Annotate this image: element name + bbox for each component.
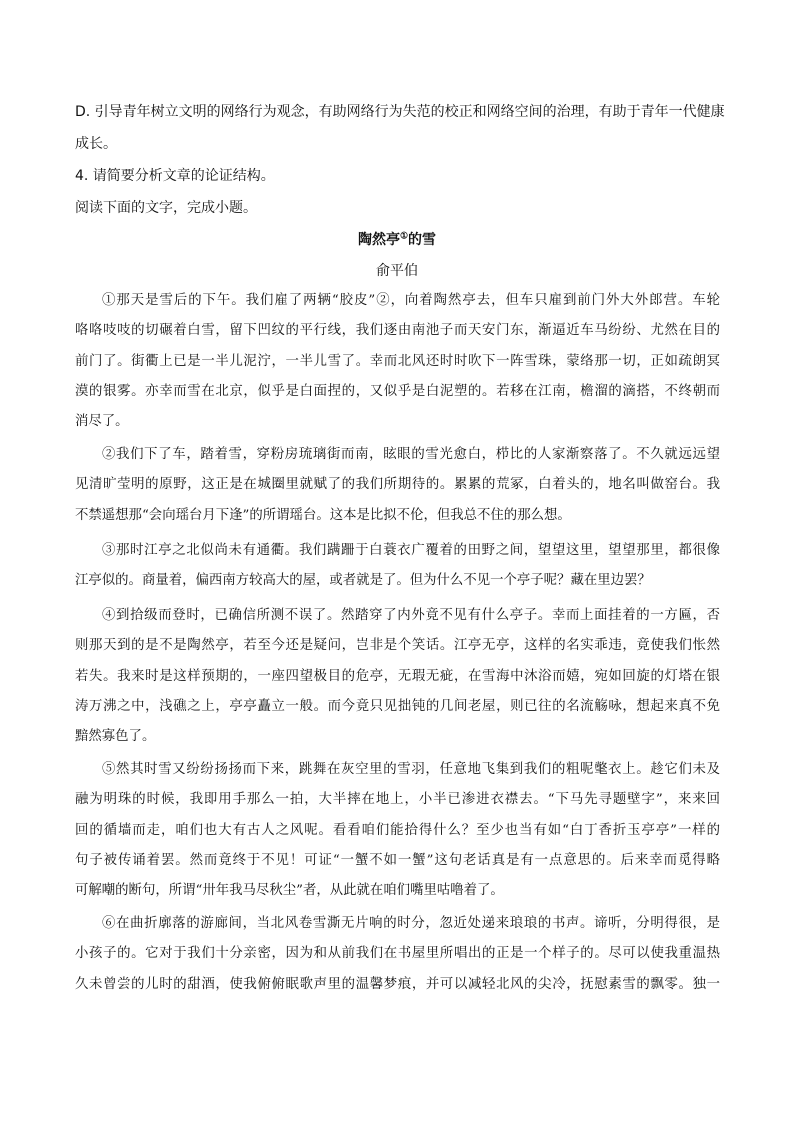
paragraph-line: 若失。我来时是这样预期的，一座四望极目的危亭，无瑕无疵，在雪海中沐浴而嬉，宛如回旋的灯塔在银 bbox=[75, 668, 720, 684]
title-suffix: 的雪 bbox=[408, 232, 437, 248]
paragraph-line: 消尽了。 bbox=[75, 414, 129, 430]
paragraph-line: 则那天到的是不是陶然亭，若至今还是疑问，岂非是个笑话。江亭无亭，这样的名实乖违，竟使我们怅然 bbox=[75, 638, 720, 654]
paragraph-line: ③那时江亭之北似尚未有通衢。我们蹒跚于白蓑衣广覆着的田野之间，望望这里，望望那里，都很像 bbox=[102, 543, 720, 558]
paragraph-line: 前门了。街衢上已是一半儿泥泞，一半儿雪了。幸而北风还时时吹下一阵雪珠，蒙络那一切，正如疏朗冥 bbox=[75, 353, 720, 369]
paragraph-line: ⑥在曲折廓落的游廊间，当北风卷雪澌无片响的时分，忽近处递来琅琅的书声。谛听，分明得很，是 bbox=[102, 916, 720, 931]
title-main: 陶然亭 bbox=[357, 232, 400, 248]
option-d-line2: 成长。 bbox=[75, 136, 117, 152]
paragraph-line: 见清旷莹明的原野，这正是在城圈里就赋了的我们所期待的。累累的荒冢，白着头的，地名叫做窑台。我 bbox=[75, 477, 720, 493]
paragraph-line: 咯咯吱吱的切碾着白雪，留下凹纹的平行线，我们逐由南池子而天安门东，渐逼近车马纷纷、尤然在目的 bbox=[75, 323, 720, 339]
paragraph-line: ①那天是雪后的下午。我们雇了两辆“胶皮”②，向着陶然亭去，但车只雇到前门外大外郎营。车轮 bbox=[102, 293, 720, 308]
paragraph-1 bbox=[75, 286, 720, 437]
reading-instruction: 阅读下面的文字，完成小题。 bbox=[75, 200, 257, 216]
paragraph-3 bbox=[75, 536, 720, 597]
paragraph-line: 黯然寡色了。 bbox=[75, 729, 156, 745]
option-d-line1: D. 引导青年树立文明的网络行为观念，有助网络行为失范的校正和网络空间的治理，有助于青年一代健康 bbox=[75, 104, 725, 120]
paragraph-line: ②我们下了车，踏着雪，穿粉房琉璃街而南，眩眼的雪光愈白，栉比的人家渐察落了。不久就远远望 bbox=[102, 447, 720, 462]
question-4: 4. 请简要分析文章的论证结构。 bbox=[75, 168, 275, 184]
article-author: 俞平伯 bbox=[376, 263, 418, 279]
paragraph-line: 融为明珠的时候，我即用手那么一拍，大半摔在地上，小半已渗进衣襟去。“下马先寻题壁字”，来来回 bbox=[75, 792, 720, 808]
paragraph-line: 句子被传诵着罢。然而竟终于不见！可证“一蟹不如一蟹”这句老话真是有一点意思的。后来幸而觅得略 bbox=[75, 852, 720, 868]
paragraph-line: 回的循墙而走，咱们也大有古人之风呢。看看咱们能拾得什么？至少也当有如“白丁香折玉亭亭”一样的 bbox=[75, 822, 720, 838]
title-footnote-marker: ① bbox=[399, 231, 409, 242]
paragraph-2 bbox=[75, 440, 720, 531]
article-title bbox=[0, 229, 794, 249]
paragraph-line: 久未曾尝的儿时的甜酒，使我俯俯眠歌声里的温馨梦痕，并可以减轻北风的尖冷，抚慰素雪的飘零。独一 bbox=[75, 976, 720, 992]
paragraph-5 bbox=[75, 755, 720, 906]
paragraph-line: 小孩子的。它对于我们十分亲密，因为和从前我们在书屋里所唱出的正是一个样子的。尽可以使我重温热 bbox=[75, 946, 720, 962]
paragraph-line: ⑤然其时雪又纷纷扬扬而下来，跳舞在灰空里的雪羽，任意地飞集到我们的粗呢氅衣上。趁它们未及 bbox=[102, 762, 720, 777]
paragraph-line: ④到拾级而登时，已确信所测不误了。然踏穿了内外竟不见有什么亭子。幸而上面挂着的一方匾，否 bbox=[102, 608, 720, 623]
paragraph-line: 可解嘲的断句，所谓“卅年我马尽秋尘”者，从此就在咱们嘴里咕噜着了。 bbox=[75, 883, 504, 899]
paragraph-line: 漠的银雾。亦幸而雪在北京，似乎是白面捏的，又似乎是白泥塑的。若移在江南，檐溜的滴搭，不终朝而 bbox=[75, 383, 720, 399]
paragraph-line: 江亭似的。商量着，偏西南方较高大的屋，或者就是了。但为什么不见一个亭子呢？藏在里边罢？ bbox=[75, 573, 651, 589]
paragraph-line: 涛万沸之中，浅礁之上，亭亭矗立一般。而今竟只见拙钝的几间老屋，则已往的名流觞咏，想起来真不免 bbox=[75, 698, 720, 714]
paragraph-4 bbox=[75, 601, 720, 752]
paragraph-line: 不禁遥想那“会向瑶台月下逢”的所谓瑶台。这本是比拟不伦，但我总不住的那么想。 bbox=[75, 507, 571, 523]
paragraph-6 bbox=[75, 909, 720, 1000]
